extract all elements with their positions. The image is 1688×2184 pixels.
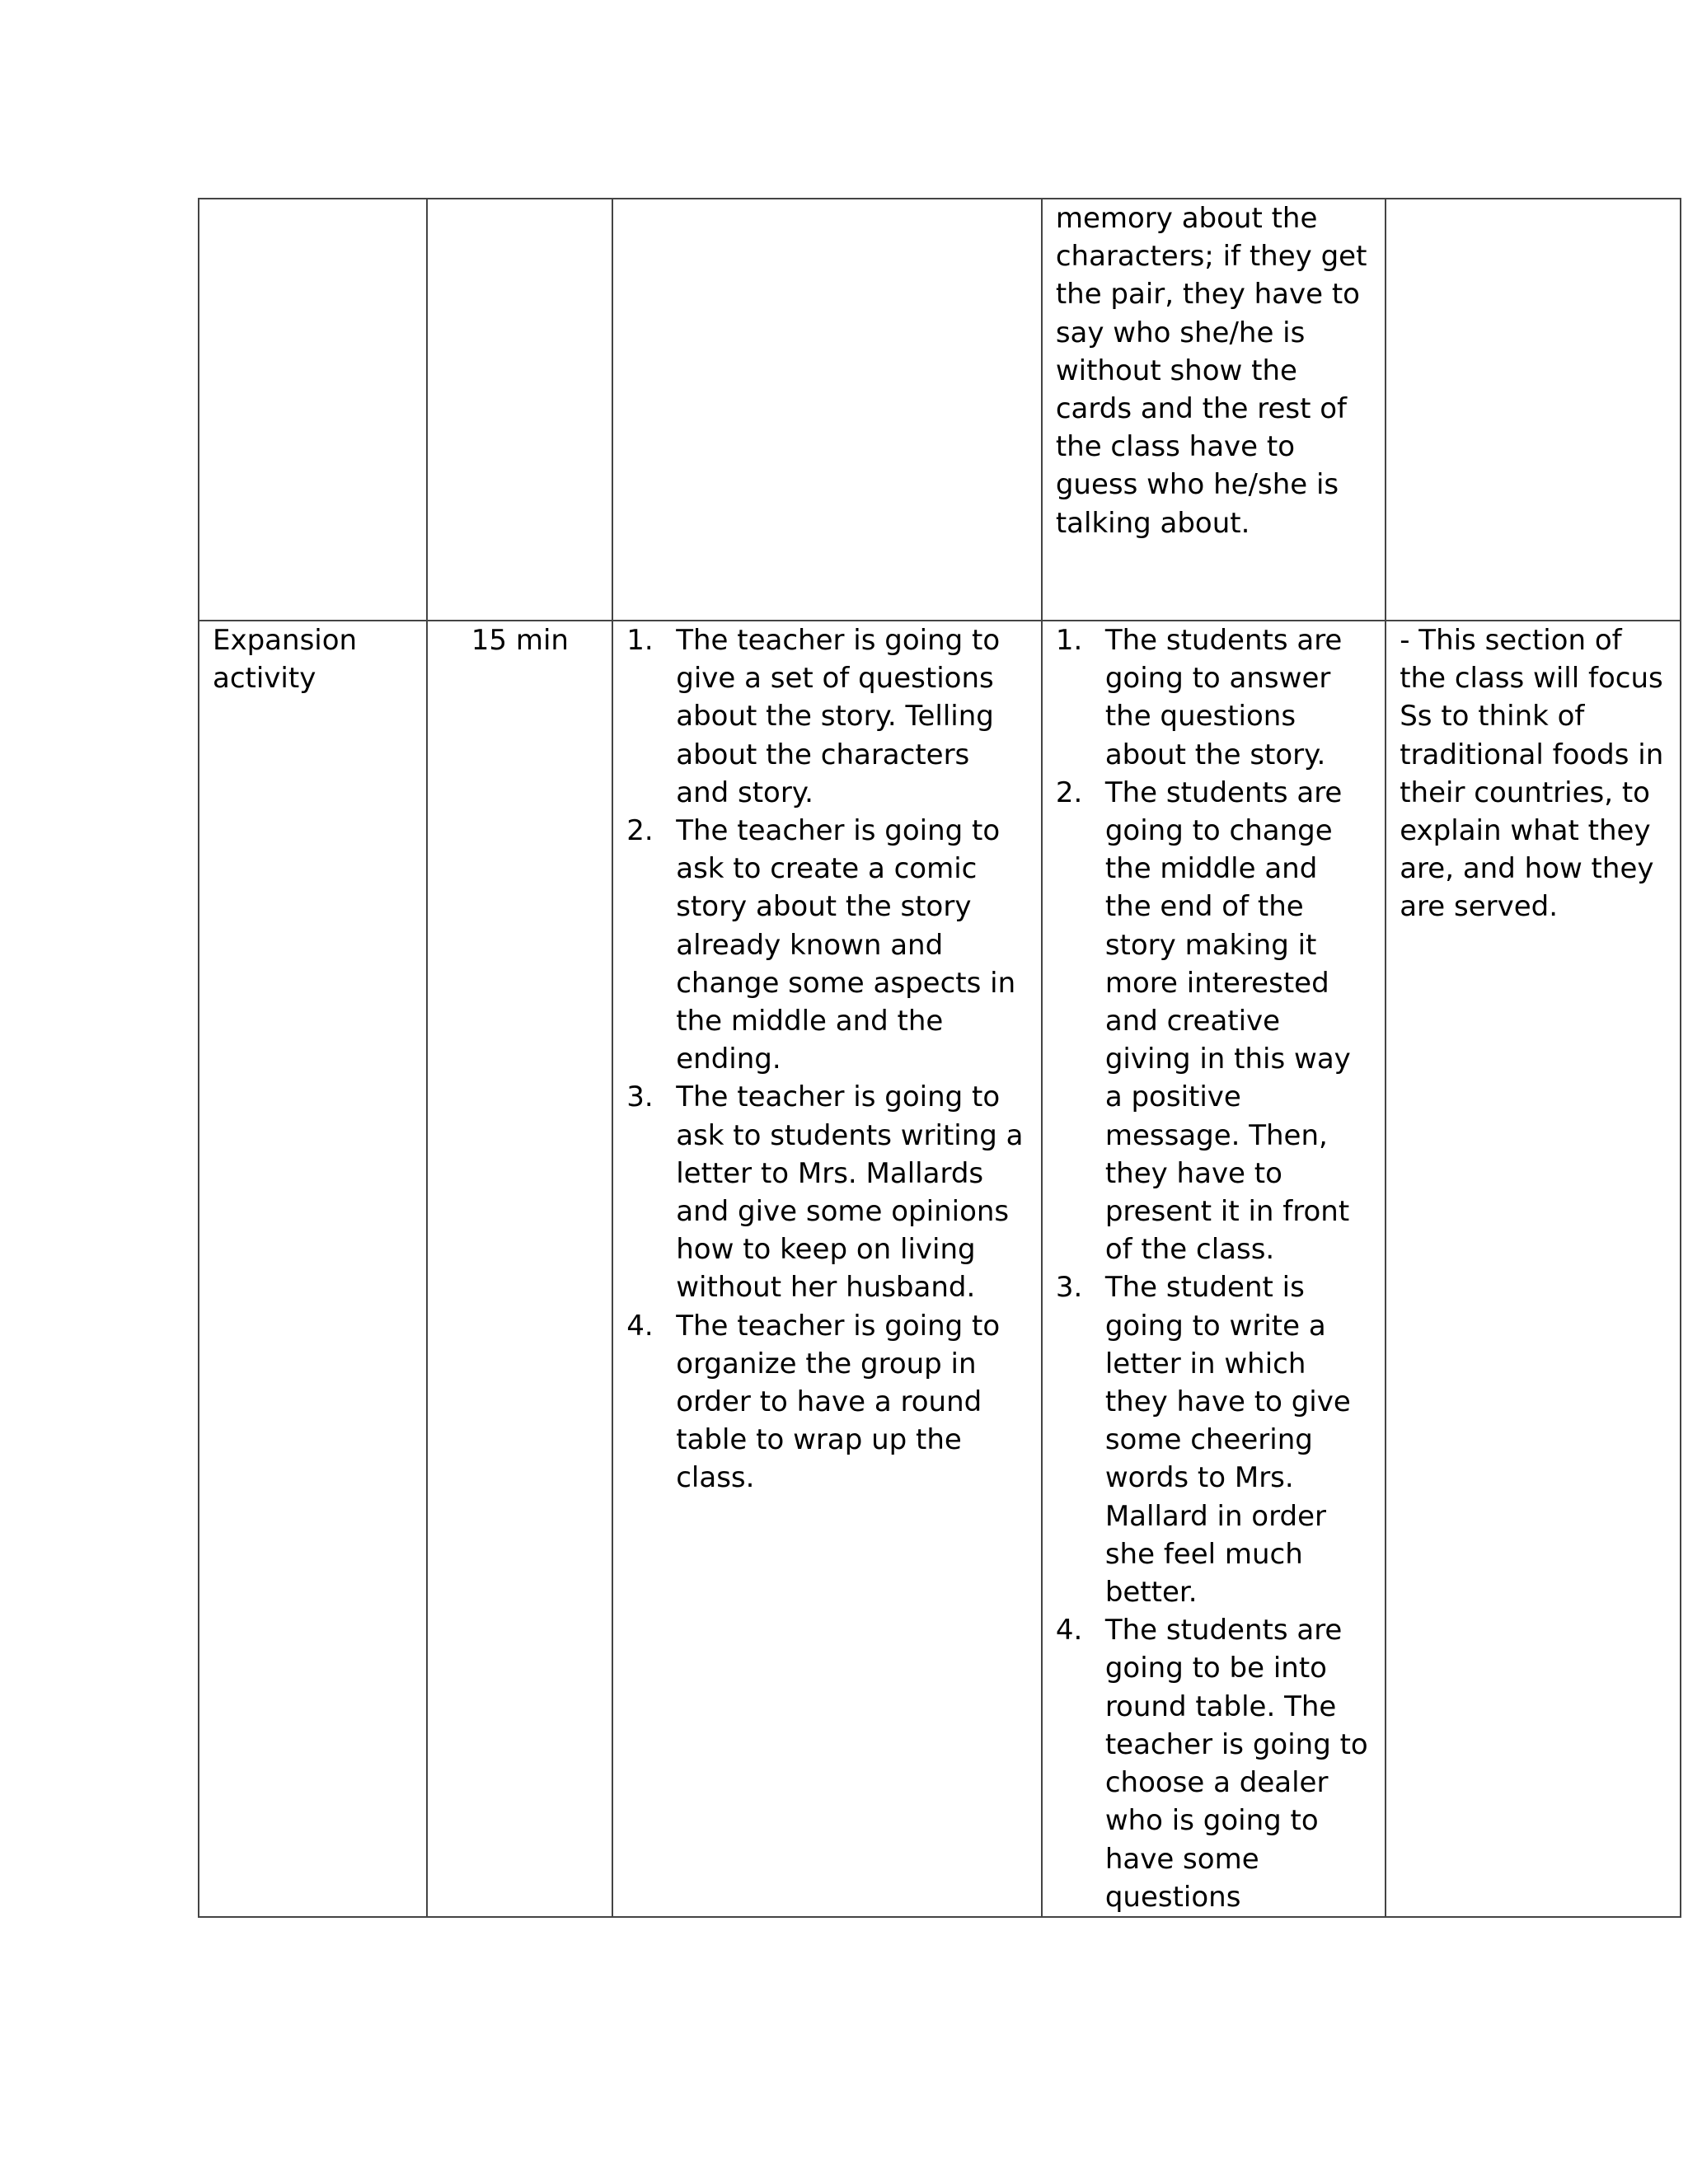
notes-cell: - This section of the class will focus Ss to think of traditional foods in their countries, to explain what they are, and how they are served. xyxy=(1386,621,1681,1917)
list-number: 1. xyxy=(1055,624,1083,657)
list-item-text: The teacher is going to give a set of questions about the story. Telling about the characters and story. xyxy=(676,624,1001,809)
teacher-steps-list xyxy=(626,621,1028,1497)
list-number: 3. xyxy=(1055,1271,1083,1305)
stage-cell xyxy=(199,199,427,621)
teacher-activity-cell xyxy=(612,621,1042,1917)
student-steps-list xyxy=(1056,621,1372,1916)
student-activity-cell xyxy=(1042,621,1386,1917)
time-cell: 15 min xyxy=(427,621,612,1917)
list-number: 4. xyxy=(626,1309,654,1343)
student-activity-cell: memory about the characters; if they get the pair, they have to say who she/he is without show the cards and the rest of the class have to guess who he/she is talking about. xyxy=(1042,199,1386,621)
lesson-plan-table xyxy=(198,198,1681,1918)
time-cell xyxy=(427,199,612,621)
list-item-text: The students are going to answer the questions about the story. xyxy=(1104,624,1343,771)
list-item-text: The teacher is going to ask to create a comic story about the story already known and change some aspects in the middle and the ending. xyxy=(676,814,1016,1076)
list-number: 2. xyxy=(1055,776,1083,809)
list-number: 3. xyxy=(626,1080,654,1114)
list-item xyxy=(626,621,1028,812)
list-item-text: The students are going to be into round table. The teacher is going to choose a dealer who is going to have some questions xyxy=(1104,1614,1368,1914)
table-row xyxy=(199,199,1681,621)
list-item xyxy=(626,812,1028,1078)
list-item-text: The teacher is going to organize the group in order to have a round table to wrap up the class. xyxy=(676,1309,1001,1495)
teacher-activity-cell xyxy=(612,199,1042,621)
list-item-text: The students are going to change the middle and the end of the story making it more interested and creative giving in this way a positive message. Then, they have to present it in front of the class. xyxy=(1104,776,1351,1267)
list-number: 1. xyxy=(626,624,654,657)
list-item xyxy=(1056,774,1372,1269)
stage-cell: Expansion activity xyxy=(199,621,427,1917)
list-number: 2. xyxy=(626,814,654,848)
list-number: 4. xyxy=(1055,1614,1083,1647)
list-item xyxy=(1056,1611,1372,1916)
list-item-text: The teacher is going to ask to students writing a letter to Mrs. Mallards and give some opinions how to keep on living without her husband. xyxy=(676,1080,1024,1305)
list-item xyxy=(626,1078,1028,1306)
list-item xyxy=(1056,1268,1372,1611)
notes-cell xyxy=(1386,199,1681,621)
list-item xyxy=(1056,621,1372,774)
list-item-text: The student is going to write a letter in which they have to give some cheering words to Mrs. Mallard in order she feel much better. xyxy=(1104,1271,1351,1610)
list-item xyxy=(626,1307,1028,1497)
table-row xyxy=(199,621,1681,1917)
